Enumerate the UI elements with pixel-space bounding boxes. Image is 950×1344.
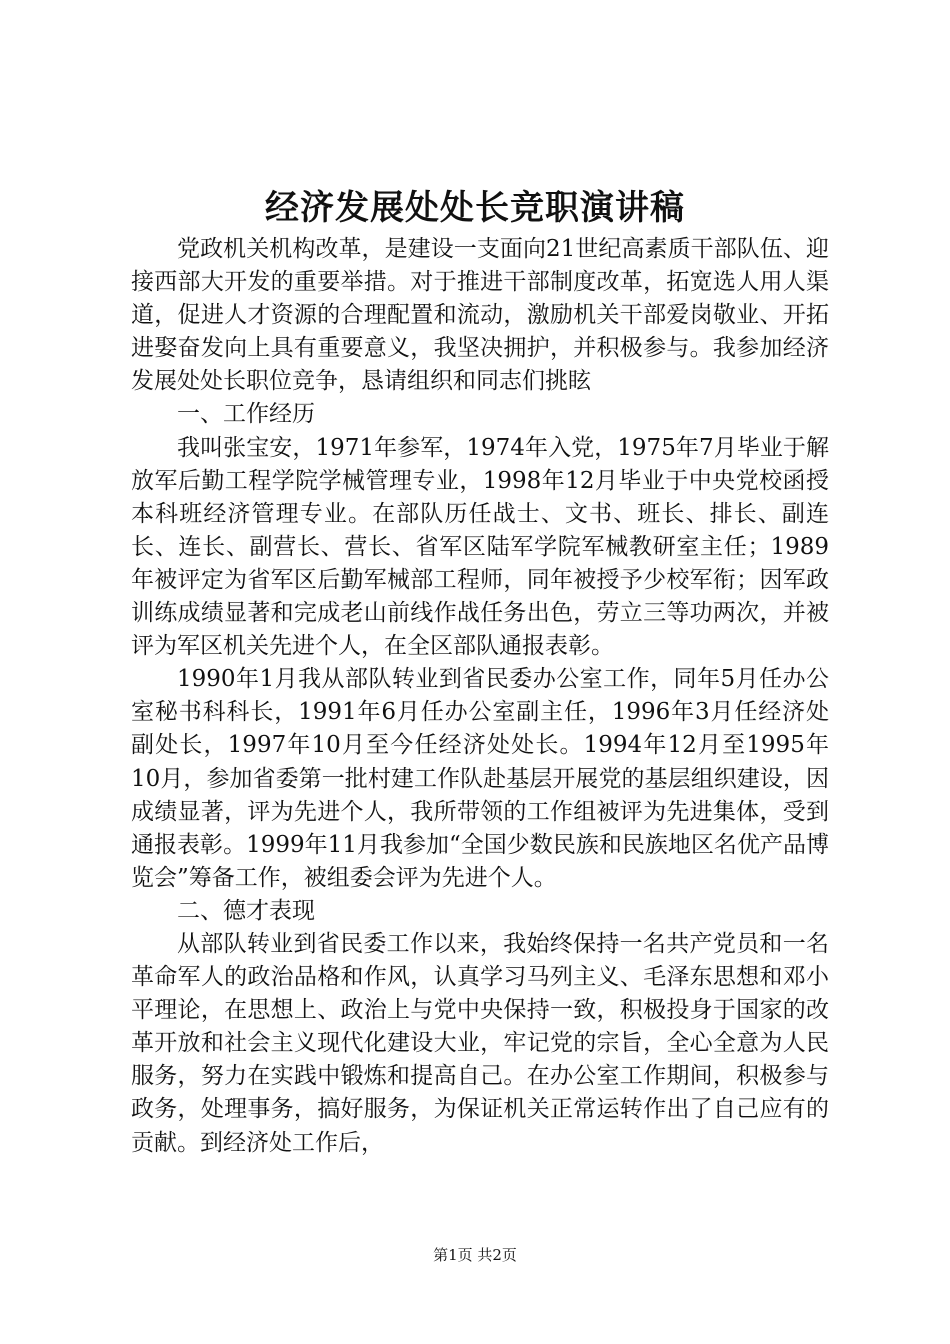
section-heading-work-experience: 一、工作经历 (177, 401, 315, 428)
page-footer: 第1页 共2页 (433, 1246, 517, 1264)
paragraph-intro: 党政机关机构改革，是建设一支面向21世纪高素质干部队伍、迎接西部大开发的重要举措。对于推进干部制度改革，拓宽选人用人渠道，促进人才资源的合理配置和流动，激励机关干部爱岗敬业、开拓进娶奋发向上具有重要意义，我坚决拥护，并积极参与。我参加经济发展处处长职位竞争，恳请组织和同志们挑眩 (131, 236, 829, 395)
paragraph-military-career: 我叫张宝安，1971年参军，1974年入党，1975年7月毕业于解放军后勤工程学院学械管理专业，1998年12月毕业于中央党校函授本科班经济管理专业。在部队历任战士、文书、班长、排长、副连长、连长、副营长、营长、省军区陆军学院军械教研室主任；1989年被评定为省军区后勤军械部工程师，同年被授予少校军衔；因军政训练成绩显著和完成老山前线作战任务出色，劳立三等功两次，并被评为军区机关先进个人，在全区部队通报表彰。 (131, 434, 829, 660)
document-title: 经济发展处处长竞职演讲稿 (265, 188, 685, 228)
paragraph-performance: 从部队转业到省民委工作以来，我始终保持一名共产党员和一名革命军人的政治品格和作风，认真学习马列主义、毛泽东思想和邓小平理论，在思想上、政治上与党中央保持一致，积极投身于国家的改革开放和社会主义现代化建设大业，牢记党的宗旨，全心全意为人民服务，努力在实践中锻炼和提高自己。在办公室工作期间，积极参与政务，处理事务，搞好服务，为保证机关正常运转作出了自己应有的贡献。到经济处工作后， (131, 930, 829, 1156)
paragraph-civil-career: 1990年1月我从部队转业到省民委办公室工作，同年5月任办公室秘书科科长，1991年6月任办公室副主任，1996年3月任经济处副处长，1997年10月至今任经济处处长。1994年12月至1995年10月，参加省委第一批村建工作队赴基层开展党的基层组织建设，因成绩显著，评为先进个人，我所带领的工作组被评为先进集体，受到通报表彰。1999年11月我参加“全国少数民族和民族地区名优产品博览会”筹备工作，被组委会评为先进个人。 (131, 666, 829, 891)
section-heading-virtue-talent: 二、德才表现 (177, 897, 315, 924)
document-body (131, 233, 829, 1160)
